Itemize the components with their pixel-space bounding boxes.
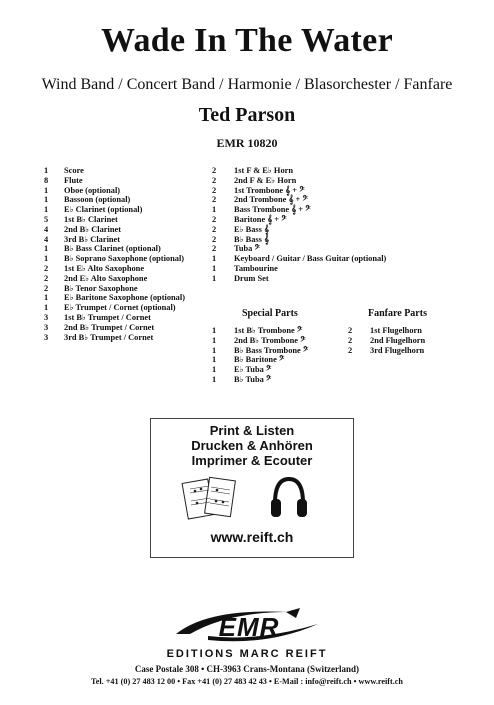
part-name: 3rd Flugelhorn	[370, 345, 425, 355]
part-count: 1	[44, 293, 49, 303]
part-name: 2nd B♭ Clarinet	[64, 224, 121, 234]
part-row	[44, 244, 185, 254]
part-row	[44, 323, 185, 333]
part-count: 2	[348, 335, 353, 345]
part-name: Keyboard / Guitar / Bass Guitar (optional)	[234, 254, 387, 264]
promo-line-1: Print & Listen	[209, 423, 295, 438]
part-name: 1st F & E♭ Horn	[234, 166, 294, 175]
emr-logo-mark: EMR	[218, 612, 280, 642]
part-name: 2nd E♭ Alto Saxophone	[64, 273, 148, 283]
part-count: 2	[212, 195, 217, 205]
part-row	[44, 166, 185, 176]
headphones-icon	[269, 473, 309, 523]
footer-address: Case Postale 308 • CH-3963 Crans-Montana (Switzerland)	[134, 664, 360, 674]
fanfare-parts-list	[348, 326, 425, 355]
part-row	[212, 225, 386, 235]
fanfare-part-row	[348, 346, 425, 356]
part-count: 1	[44, 195, 49, 205]
part-count: 1	[212, 205, 217, 215]
part-name: 1st B♭ Trombone 𝄢	[234, 326, 303, 335]
part-row	[44, 274, 185, 284]
part-name: 1st B♭ Clarinet	[64, 214, 118, 224]
part-count: 2	[212, 214, 217, 224]
part-count: 8	[44, 175, 49, 185]
part-count: 2	[44, 283, 49, 293]
part-row	[44, 313, 185, 323]
promo-line-2: Drucken & Anhören	[191, 438, 313, 453]
part-count: 1	[44, 205, 49, 215]
part-count: 1	[44, 303, 49, 313]
website-link[interactable]: www.reift.ch	[210, 529, 294, 545]
part-name: B♭ Bass Clarinet (optional)	[64, 244, 161, 254]
composer: Ted Parson	[198, 104, 296, 126]
subtitle: Wind Band / Concert Band / Harmonie / Blasorchester / Fanfare	[41, 76, 453, 93]
part-name: E♭ Trumpet / Cornet (optional)	[64, 303, 176, 313]
part-name: B♭ Soprano Saxophone (optional)	[64, 254, 185, 264]
part-row	[44, 176, 185, 186]
part-name: E♭ Baritone Saxophone (optional)	[64, 293, 185, 303]
part-name: 2nd B♭ Trombone 𝄢	[234, 335, 306, 345]
part-count: 3	[44, 332, 49, 342]
part-count: 1	[212, 374, 217, 384]
part-row	[212, 244, 386, 254]
part-name: B♭ Tenor Saxophone	[64, 283, 138, 293]
part-row	[212, 176, 386, 186]
part-name: B♭ Bass 𝄞	[234, 234, 269, 244]
part-row	[212, 186, 386, 196]
part-count: 3	[44, 322, 49, 332]
part-row	[44, 254, 185, 264]
part-count: 1	[212, 345, 217, 355]
part-name: E♭ Clarinet (optional)	[64, 205, 143, 215]
part-row	[212, 274, 386, 284]
part-row	[212, 235, 386, 245]
part-count: 2	[212, 175, 217, 185]
part-name: Bassoon (optional)	[64, 195, 131, 205]
part-name: 1st B♭ Trumpet / Cornet	[64, 312, 151, 322]
part-name: 1st Trombone 𝄞 + 𝄢	[234, 185, 305, 195]
part-name: 2nd B♭ Trumpet / Cornet	[64, 322, 155, 332]
part-row	[212, 215, 386, 225]
parts-list-left	[44, 166, 185, 342]
part-name: 1st Flugelhorn	[370, 326, 422, 335]
special-parts-heading: Special Parts	[242, 308, 298, 319]
part-count: 4	[44, 224, 49, 234]
part-name: Score	[64, 166, 84, 175]
part-name: Bass Trombone 𝄞 + 𝄢	[234, 205, 311, 215]
part-count: 4	[44, 234, 49, 244]
part-count: 2	[212, 234, 217, 244]
part-name: B♭ Baritone 𝄢	[234, 355, 285, 365]
publisher-name: EDITIONS MARC REIFT	[166, 648, 328, 660]
part-count: 1	[212, 273, 217, 283]
fanfare-part-row	[348, 326, 425, 336]
special-part-row	[212, 336, 308, 346]
part-name: Tambourine	[234, 263, 278, 273]
special-part-row	[212, 346, 308, 356]
part-row	[44, 333, 185, 343]
part-count: 1	[44, 166, 49, 175]
part-row	[44, 264, 185, 274]
part-row	[44, 215, 185, 225]
part-name: 3rd B♭ Trumpet / Cornet	[64, 332, 154, 342]
part-row	[44, 293, 185, 303]
part-count: 5	[44, 214, 49, 224]
part-row	[44, 225, 185, 235]
part-row	[44, 235, 185, 245]
part-name: 2nd F & E♭ Horn	[234, 175, 297, 185]
part-name: Flute	[64, 175, 83, 185]
part-count: 1	[212, 263, 217, 273]
part-row	[44, 303, 185, 313]
part-count: 2	[212, 185, 217, 195]
part-row	[44, 284, 185, 294]
part-name: Tuba 𝄢	[234, 244, 260, 254]
part-row	[44, 186, 185, 196]
part-count: 2	[212, 224, 217, 234]
part-count: 3	[44, 312, 49, 322]
part-name: E♭ Tuba 𝄢	[234, 365, 272, 375]
part-count: 1	[212, 335, 217, 345]
part-count: 2	[212, 244, 217, 254]
part-row	[212, 195, 386, 205]
catalog-number: EMR 10820	[216, 136, 278, 150]
part-name: B♭ Bass Trombone 𝄢	[234, 345, 309, 355]
part-count: 2	[44, 273, 49, 283]
part-count: 1	[44, 254, 49, 264]
part-name: Baritone 𝄞 + 𝄢	[234, 214, 287, 224]
part-name: E♭ Bass 𝄞	[234, 224, 269, 234]
part-count: 1	[44, 185, 49, 195]
fanfare-part-row	[348, 336, 425, 346]
part-count: 1	[212, 254, 217, 264]
special-parts-list	[212, 326, 308, 385]
part-count: 2	[44, 263, 49, 273]
part-name: 3rd B♭ Clarinet	[64, 234, 121, 244]
part-row	[212, 254, 386, 264]
part-row	[44, 205, 185, 215]
part-row	[44, 195, 185, 205]
part-name: 2nd Flugelhorn	[370, 335, 426, 345]
promo-line-3: Imprimer & Ecouter	[191, 453, 313, 468]
special-part-row	[212, 375, 308, 385]
part-count: 1	[212, 326, 217, 335]
part-count: 1	[212, 355, 217, 365]
part-count: 1	[212, 365, 217, 375]
part-row	[212, 205, 386, 215]
special-part-row	[212, 326, 308, 336]
parts-list-right	[212, 166, 386, 284]
part-count: 1	[44, 244, 49, 254]
footer-contact: Tel. +41 (0) 27 483 12 00 • Fax +41 (0) 27 483 42 43 • E-Mail : info@reift.ch • www.reift.ch	[91, 677, 403, 686]
print-listen-box	[150, 418, 354, 558]
special-part-row	[212, 355, 308, 365]
title: Wade In The Water	[101, 22, 393, 59]
part-name: 2nd Trombone 𝄞 + 𝄢	[234, 195, 308, 205]
part-name: Drum Set	[234, 273, 269, 283]
part-row	[212, 264, 386, 274]
part-name: 1st E♭ Alto Saxophone	[64, 263, 145, 273]
part-name: Oboe (optional)	[64, 185, 121, 195]
part-count: 2	[212, 166, 217, 175]
special-part-row	[212, 365, 308, 375]
part-name: B♭ Tuba 𝄢	[234, 374, 272, 384]
fanfare-parts-heading: Fanfare Parts	[368, 308, 427, 319]
sheet-music-icon	[181, 475, 241, 523]
part-count: 2	[348, 326, 353, 335]
part-row	[212, 166, 386, 176]
part-count: 2	[348, 345, 353, 355]
